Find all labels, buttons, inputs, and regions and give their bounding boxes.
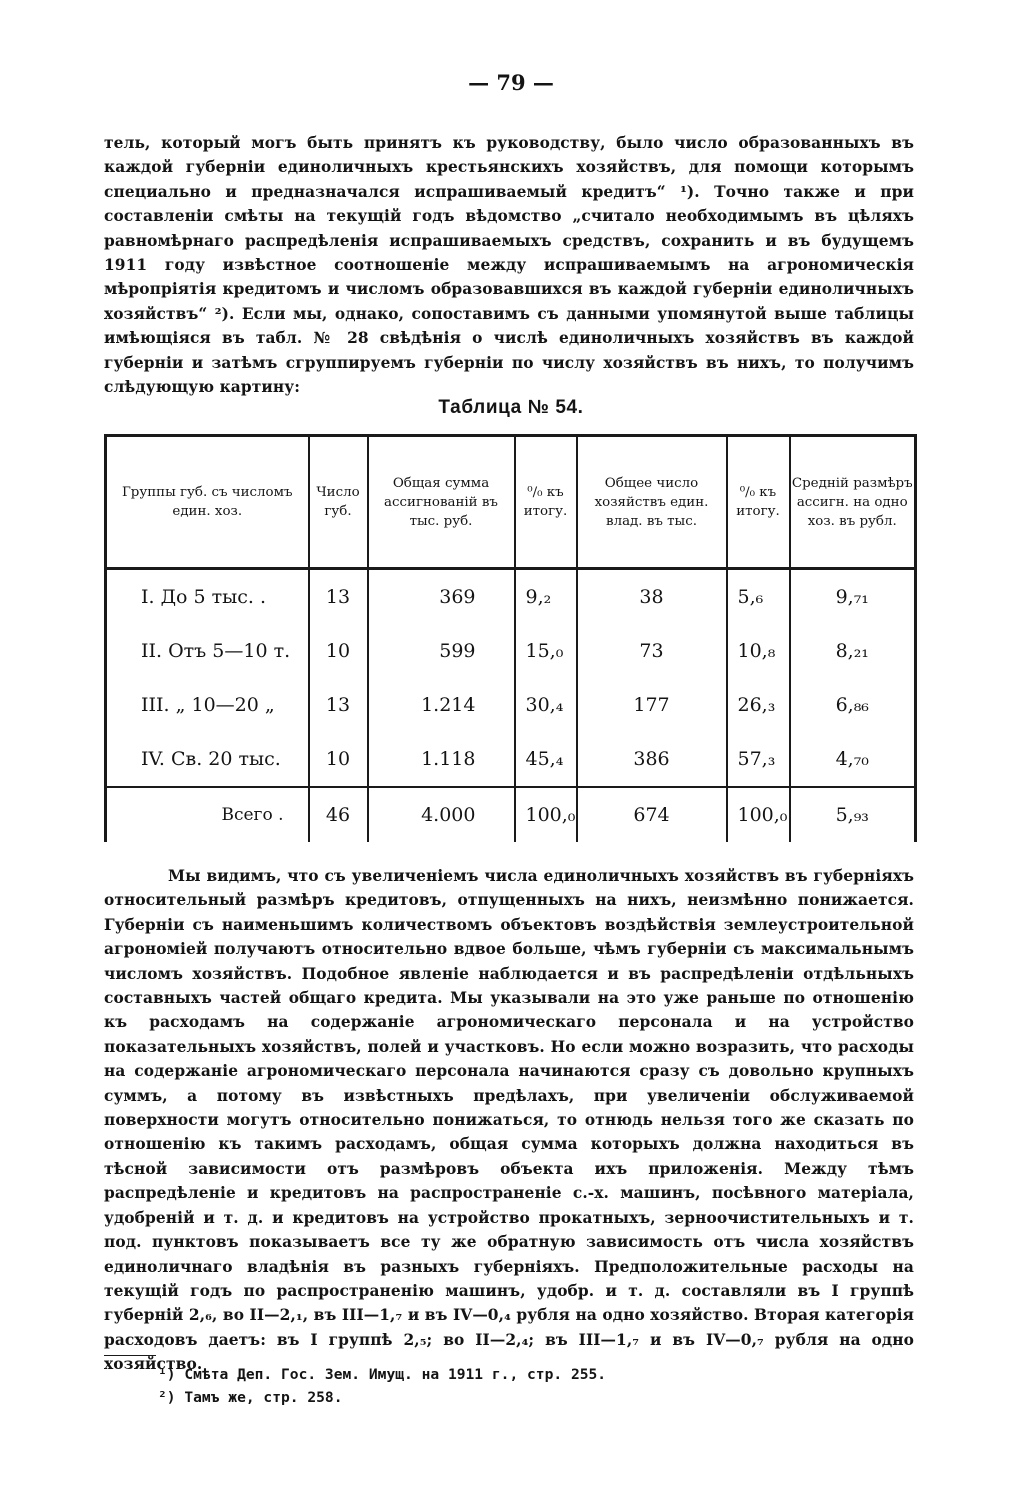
- cell-count: 13: [309, 569, 368, 625]
- cell-sum: 369: [368, 569, 515, 625]
- cell-count: 13: [309, 678, 368, 732]
- col-header-farms: Общее число хозяйствъ един. влад. въ тыс.: [577, 436, 727, 569]
- cell-farms: 38: [577, 569, 727, 625]
- cell-avg: 9,₇₁: [790, 569, 916, 625]
- table-row: [106, 678, 916, 732]
- table-total-row: [106, 787, 916, 842]
- cell-total-avg: 5,₉₃: [790, 787, 916, 842]
- cell-pct-farms: 26,₃: [727, 678, 790, 732]
- cell-pct-sum: 15,₀: [515, 624, 577, 678]
- col-header-group: Группы губ. съ числомъ един. хоз.: [106, 436, 309, 569]
- col-header-pct-sum: ⁰/₀ къ итогу.: [515, 436, 577, 569]
- cell-group: III. „ 10—20 „: [106, 678, 309, 732]
- cell-total-count: 46: [309, 787, 368, 842]
- footnote-divider: [104, 1355, 156, 1356]
- cell-count: 10: [309, 732, 368, 787]
- cell-avg: 8,₂₁: [790, 624, 916, 678]
- cell-sum: 1.214: [368, 678, 515, 732]
- cell-pct-farms: 5,₆: [727, 569, 790, 625]
- table-row: [106, 624, 916, 678]
- cell-pct-sum: 30,₄: [515, 678, 577, 732]
- table-header-row: [106, 436, 916, 569]
- cell-avg: 6,₈₆: [790, 678, 916, 732]
- paragraph-intro: тель, который могъ быть принятъ къ руководству, было число образованныхъ въ каждой губерніи единоличныхъ крестьянскихъ хозяйствъ, для помощи которымъ специально и предназначался испрашиваемый кредитъ“ ¹). Точно также и при составленіи смѣты на текущій годъ вѣдомство „считало необходимымъ въ цѣляхъ равномѣрнаго распредѣленія испрашиваемыхъ средствъ, сохранить и въ будущемъ 1911 году извѣстное соотношеніе между испрашиваемымъ на агрономическія мѣропріятія кредитомъ и числомъ образовавшихся въ каждой губерніи единоличныхъ хозяйствъ“ ²). Если мы, однако, сопоставимъ съ данными упомянутой выше таблицы имѣющіяся въ табл. № 28 свѣдѣнія о числѣ единоличныхъ хозяйствъ въ каждой губерніи и затѣмъ сгруппируемъ губерніи по числу хозяйствъ въ нихъ, то получимъ слѣдующую картину:: [104, 134, 914, 397]
- table-title: Таблица № 54.: [438, 397, 584, 418]
- col-header-sum: Общая сумма ассигнованій въ тыс. руб.: [368, 436, 515, 569]
- cell-pct-farms: 57,₃: [727, 732, 790, 787]
- cell-pct-sum: 45,₄: [515, 732, 577, 787]
- cell-group: I. До 5 тыс. .: [106, 569, 309, 625]
- cell-total-pct-sum: 100,₀: [515, 787, 577, 842]
- footnote-2: ²) Тамъ же, стр. 258.: [158, 1389, 343, 1406]
- footnote-1: ¹) Смѣта Деп. Гос. Зем. Имущ. на 1911 г., стр. 255.: [158, 1366, 607, 1383]
- col-header-pct-farms: ⁰/₀ къ итогу.: [727, 436, 790, 569]
- data-table: [104, 434, 917, 842]
- table-row: [106, 732, 916, 787]
- cell-group: IV. Св. 20 тыс.: [106, 732, 309, 787]
- cell-farms: 177: [577, 678, 727, 732]
- cell-farms: 386: [577, 732, 727, 787]
- cell-total-label: Всего .: [106, 787, 309, 842]
- cell-pct-farms: 10,₈: [727, 624, 790, 678]
- cell-pct-sum: 9,₂: [515, 569, 577, 625]
- cell-total-sum: 4.000: [368, 787, 515, 842]
- paragraph-analysis: Мы видимъ, что съ увеличеніемъ числа единоличныхъ хозяйствъ въ губерніяхъ относительный размѣръ кредитовъ, отпущенныхъ на нихъ, неизмѣнно понижается. Губерніи съ наименьшимъ количествомъ объектовъ воздѣйствія землеустроительной агрономіей получаютъ относительно вдвое больше, чѣмъ губерніи съ максимальнымъ числомъ хозяйствъ. Подобное явленіе наблюдается и въ распредѣленіи отдѣльныхъ составныхъ частей общаго кредита. Мы указывали на это уже раньше по отношенію къ расходамъ на содержаніе агрономическаго персонала и на устройство показательныхъ хозяйствъ, полей и участковъ. Но если можно возразить, что расходы на содержаніе агрономическаго персонала начинаются сразу съ довольно крупныхъ суммъ, а потому въ извѣстныхъ предѣлахъ, при увеличеніи обслуживаемой поверхности могутъ относительно понижаться, то отнюдь нельзя того же сказать по отношенію къ такимъ расходамъ, общая сумма которыхъ должна находиться въ тѣсной зависимости отъ размѣровъ объекта ихъ приложенія. Между тѣмъ распредѣленіе и кредитовъ на распространеніе с.-х. машинъ, посѣвного матеріала, удобреній и т. д. и кредитовъ на устройство прокатныхъ, зерноочистительныхъ и т. под. пунктовъ показываетъ все ту же обратную зависимость отъ числа хозяйствъ единоличнаго владѣнія въ разныхъ губерніяхъ. Предположительные расходы на текущій годъ по распространенію машинъ, удобр. и т. д. составляли въ I группѣ губерній 2,₆, во II—2,₁, въ III—1,₇ и въ IV—0,₄ рубля на одно хозяйство. Вторая категорія расходовъ даетъ: въ I группѣ 2,₅; во II—2,₄; въ III—1,₇ и въ IV—0,₇ рубля на одно хозяйство.: [104, 867, 914, 1374]
- table-row: [106, 569, 916, 625]
- page-number: — 79 —: [468, 70, 554, 95]
- cell-total-pct-farms: 100,₀: [727, 787, 790, 842]
- col-header-count: Число губ.: [309, 436, 368, 569]
- cell-total-farms: 674: [577, 787, 727, 842]
- cell-avg: 4,₇₀: [790, 732, 916, 787]
- col-header-avg: Средній размѣръ ассигн. на одно хоз. въ рубл.: [790, 436, 916, 569]
- cell-count: 10: [309, 624, 368, 678]
- cell-group: II. Отъ 5—10 т.: [106, 624, 309, 678]
- cell-farms: 73: [577, 624, 727, 678]
- cell-sum: 1.118: [368, 732, 515, 787]
- cell-sum: 599: [368, 624, 515, 678]
